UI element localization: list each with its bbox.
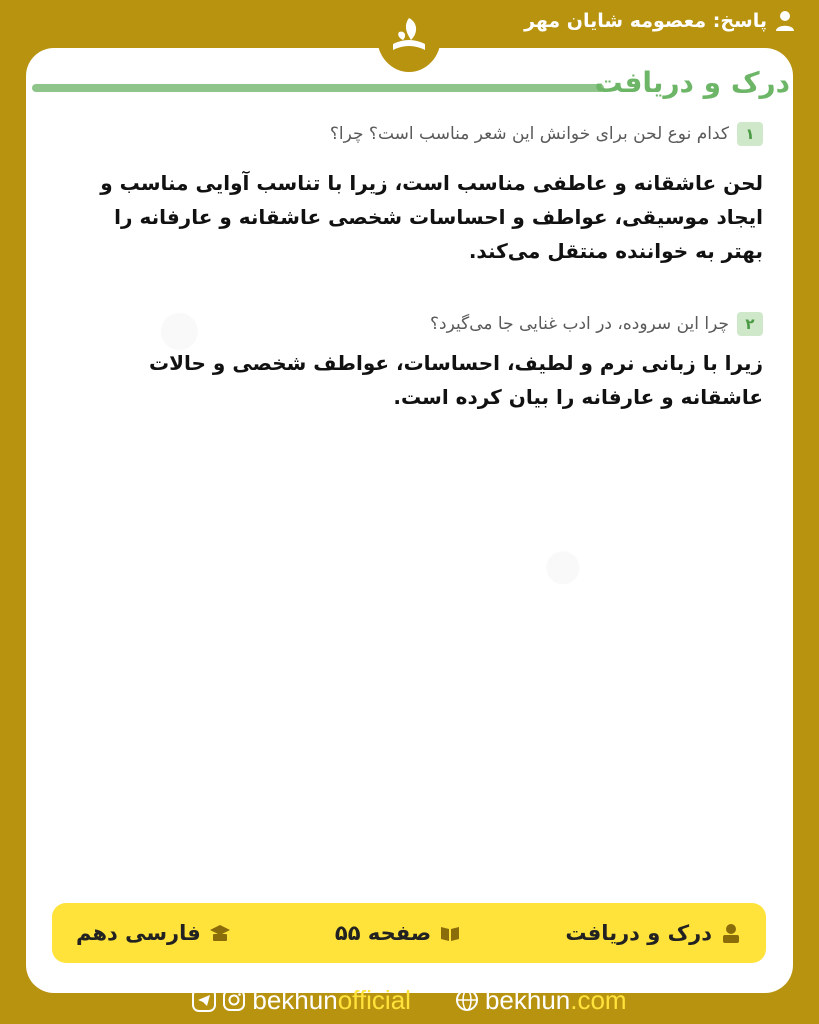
question-text: کدام نوع لحن برای خوانش این شعر مناسب است؟ چرا؟ [329,124,729,144]
section-title: درک و دریافت [594,66,790,99]
section-heading [32,66,790,106]
telegram-icon [192,988,216,1012]
site-suffix: .com [570,984,627,1015]
answer-line: بهتر به خواننده منتقل می‌کند. [468,239,763,263]
question-2 [430,312,763,336]
answer-author-text: پاسخ: معصومه شایان مهر [524,10,767,32]
footer-page: صفحه ۵۵ [335,921,461,945]
heading-divider [32,84,604,92]
bottom-links [0,983,819,1017]
answer-author [524,10,795,32]
book-logo-icon [387,14,431,60]
brand-logo [377,2,441,72]
website-link[interactable] [455,985,627,1016]
answer-line: زیرا با زبانی نرم و لطیف، احساسات، عواطف شخصی و حالات [149,351,763,375]
graduation-cap-icon [209,922,231,944]
globe-icon [455,988,479,1012]
question-1 [330,122,763,146]
answer-line: لحن عاشقانه و عاطفی مناسب است، زیرا با تناسب آوایی مناسب و [100,171,763,195]
answer-line: ایجاد موسیقی، عواطف و احساسات شخصی عاشقانه و عارفانه را [114,205,763,229]
question-number: ۱ [737,122,763,146]
answer-line: عاشقانه و عارفانه را بیان کرده است. [393,385,763,409]
user-icon [775,10,795,32]
social-link[interactable] [192,985,411,1016]
answer-2 [149,346,763,414]
social-prefix: bekhun [252,984,338,1015]
question-text: چرا این سروده، در ادب غنایی جا می‌گیرد؟ [430,314,729,334]
site-prefix: bekhun [484,984,571,1015]
footer-info-bar [52,903,766,963]
footer-book: فارسی دهم [76,921,231,945]
social-suffix: official [337,984,411,1015]
student-icon [720,922,742,944]
answer-1 [100,166,763,268]
question-number: ۲ [737,312,763,336]
open-book-icon [439,922,461,944]
instagram-icon [222,988,246,1012]
footer-lesson: درک و دریافت [565,921,742,945]
